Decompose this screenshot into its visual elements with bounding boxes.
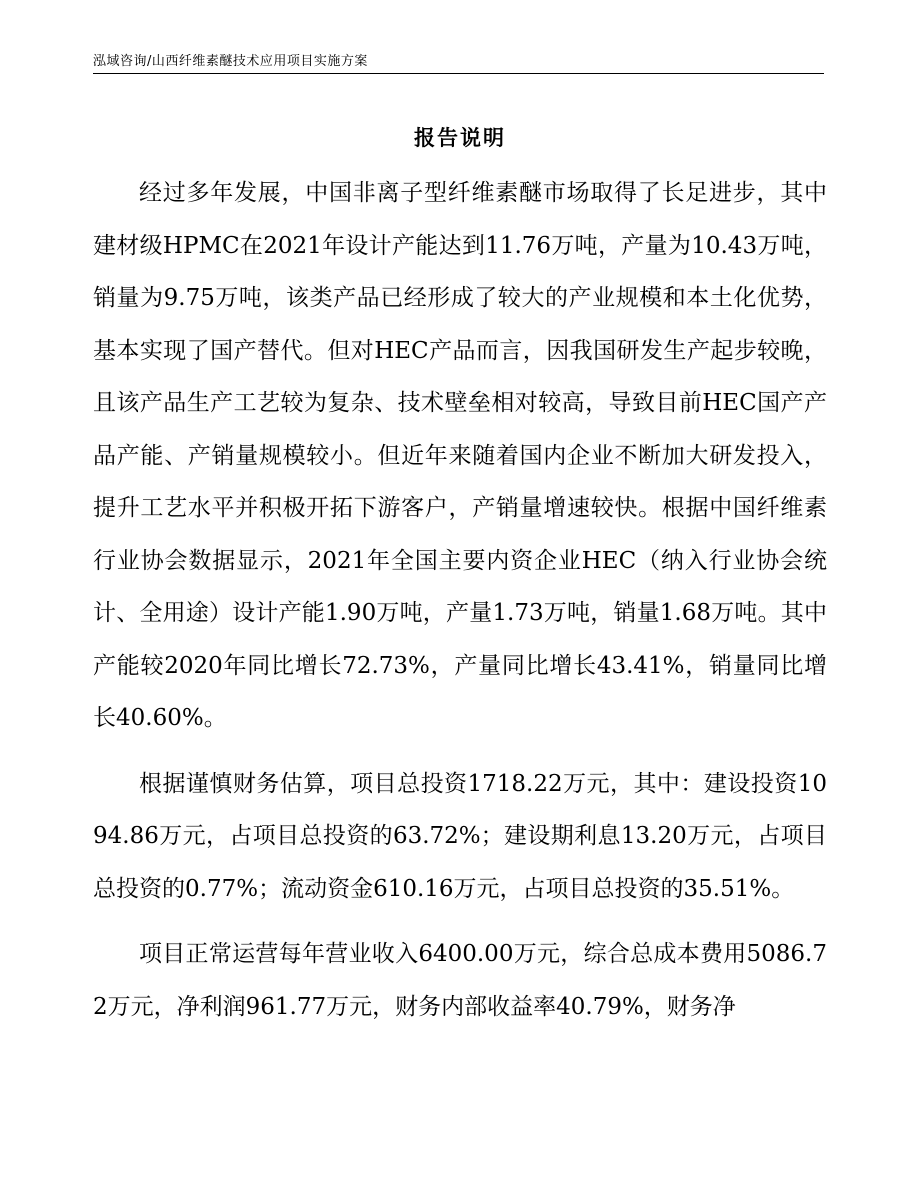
paragraph-investment-estimate: 根据谨慎财务估算，项目总投资1718.22万元，其中：建设投资1094.86万元，占项目总投资的63.72%；建设期利息13.20万元，占项目总投资的0.77%；流动资金610.16万元，占项目总投资的35.51%。: [93, 770, 827, 902]
body-text: [93, 167, 827, 1033]
page-title: 报告说明: [414, 126, 506, 150]
running-header: 泓域咨询/山西纤维素醚技术应用项目实施方案: [93, 54, 368, 69]
header-divider: [93, 73, 824, 74]
paragraph-operating-returns: 项目正常运营每年营业收入6400.00万元，综合总成本费用5086.72万元，净利润961.77万元，财务内部收益率40.79%，财务净: [93, 941, 827, 1020]
paragraph-market-overview: 经过多年发展，中国非离子型纤维素醚市场取得了长足进步，其中建材级HPMC在2021年设计产能达到11.76万吨，产量为10.43万吨，销量为9.75万吨，该类产品已经形成了较大的产业规模和本土化优势，基本实现了国产替代。但对HEC产品而言，因我国研发生产起步较晚，且该产品生产工艺较为复杂、技术壁垒相对较高，导致目前HEC国产产品产能、产销量规模较小。但近年来随着国内企业不断加大研发投入，提升工艺水平并积极开拓下游客户，产销量增速较快。根据中国纤维素行业协会数据显示，2021年全国主要内资企业HEC（纳入行业协会统计、全用途）设计产能1.90万吨，产量1.73万吨，销量1.68万吨。其中产能较2020年同比增长72.73%，产量同比增长43.41%，销量同比增长40.60%。: [93, 180, 827, 731]
